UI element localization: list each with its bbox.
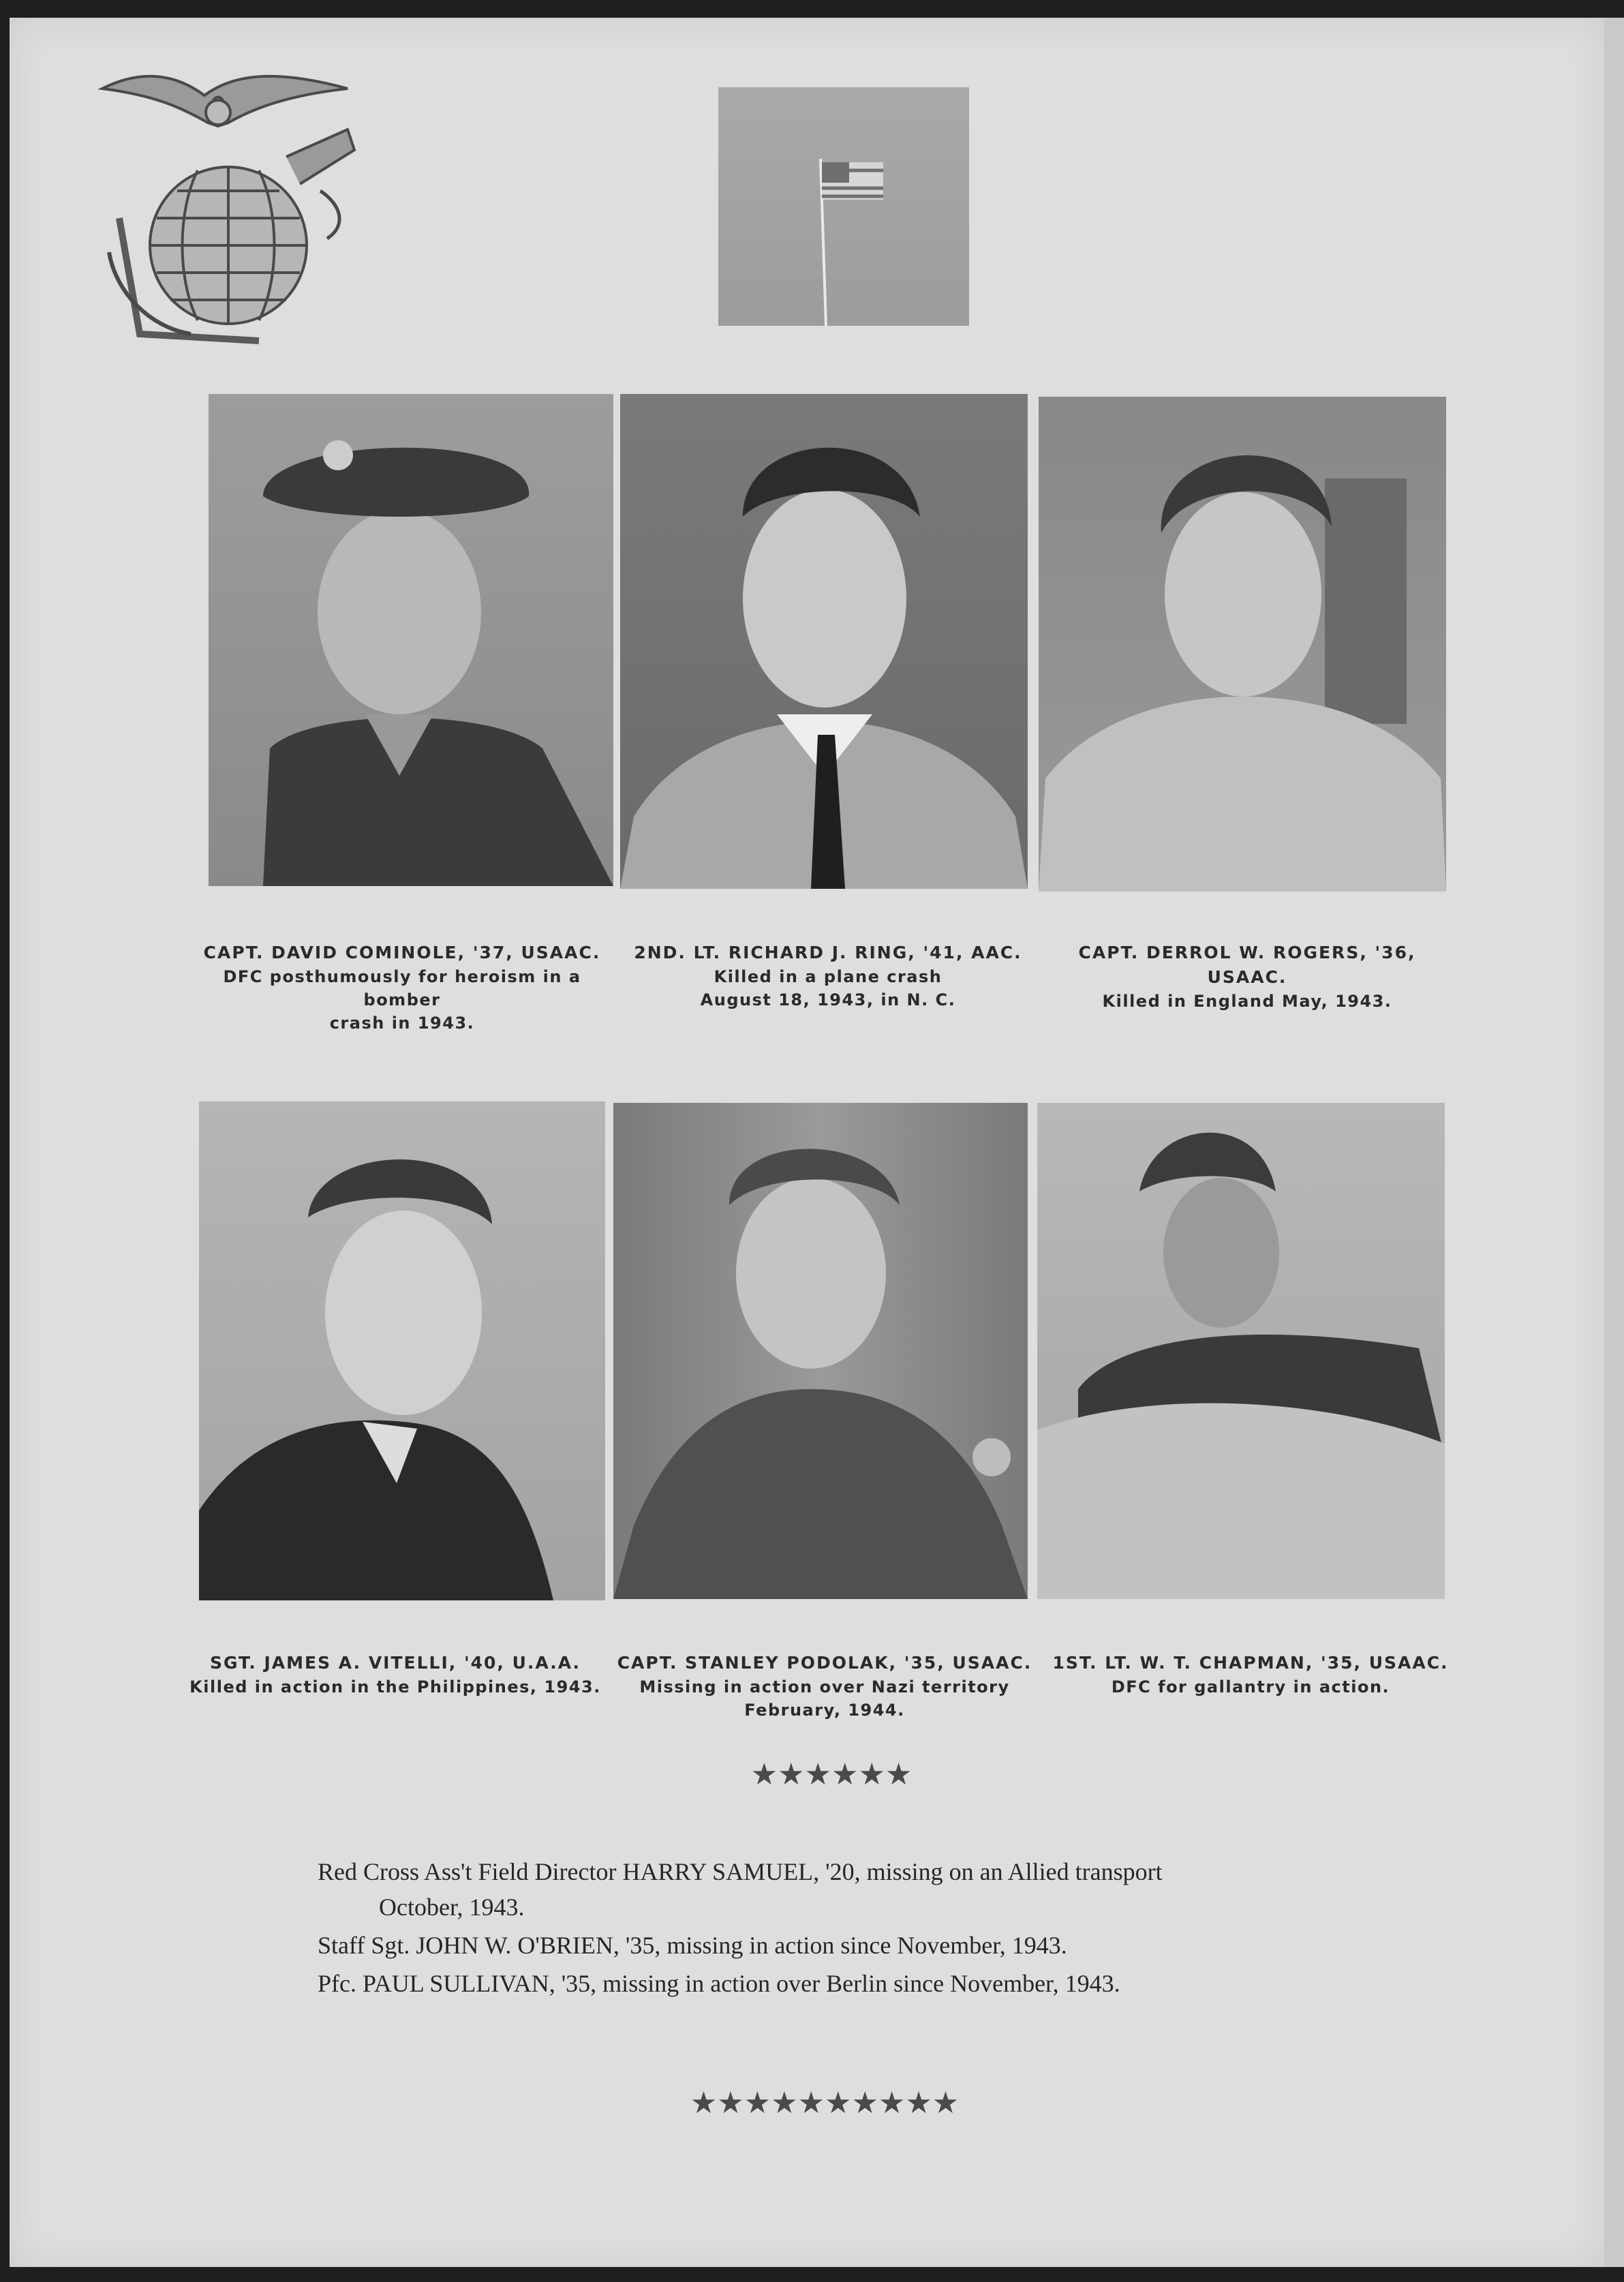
portrait-photo-chapman [1037, 1103, 1445, 1599]
caption-name: CAPT. STANLEY PODOLAK, '35, USAAC. [617, 1653, 1032, 1673]
caption-name: CAPT. DAVID COMINOLE, '37, USAAC. [203, 943, 601, 962]
portrait-photo-cominole [209, 394, 613, 886]
caption-name: CAPT. DERROL W. ROGERS, '36, USAAC. [1078, 943, 1416, 987]
caption-desc-line: Killed in a plane crash [714, 967, 943, 986]
caption-desc-line: Killed in England May, 1943. [1102, 992, 1392, 1011]
caption-desc-line: Killed in action in the Philippines, 1943. [189, 1677, 601, 1697]
caption-chapman [1036, 1651, 1465, 1699]
caption-name: 2ND. LT. RICHARD J. RING, '41, AAC. [634, 943, 1022, 962]
note-text: Red Cross Ass't Field Director HARRY SAMUEL, '20, missing on an Allied transport [318, 1858, 1163, 1885]
portrait-photo-vitelli [199, 1101, 605, 1600]
caption-desc-line: February, 1944. [744, 1701, 905, 1720]
flag-photo [718, 87, 969, 326]
note-item [318, 1854, 1408, 1925]
note-text: October, 1943. [379, 1893, 525, 1921]
caption-desc-line: crash in 1943. [329, 1014, 475, 1033]
note-text: Pfc. PAUL SULLIVAN, '35, missing in action over Berlin since November, 1943. [318, 1970, 1120, 1997]
caption-vitelli [184, 1651, 607, 1699]
caption-desc-line: Missing in action over Nazi territory [639, 1677, 1010, 1697]
page-spine [1604, 18, 1624, 2267]
note-item [318, 1966, 1408, 2001]
star-row-short: ★★★★★★ [750, 1757, 913, 1792]
caption-cominole [184, 941, 620, 1035]
caption-desc-line: DFC posthumously for heroism in a bomber [223, 967, 581, 1009]
caption-desc-line: August 18, 1943, in N. C. [700, 990, 956, 1009]
caption-rogers [1036, 941, 1458, 1013]
caption-podolak [610, 1651, 1039, 1722]
star-row-long: ★★★★★★★★★★ [690, 2086, 960, 2120]
note-text: Staff Sgt. JOHN W. O'BRIEN, '35, missing in action since November, 1943. [318, 1932, 1067, 1959]
missing-notes [318, 1854, 1408, 2001]
caption-name: 1ST. LT. W. T. CHAPMAN, '35, USAAC. [1052, 1653, 1449, 1673]
portrait-photo-rogers [1039, 397, 1446, 892]
portrait-photo-podolak [613, 1103, 1028, 1599]
marine-corps-emblem [82, 48, 368, 348]
caption-ring [620, 941, 1036, 1011]
portrait-photo-ring [620, 394, 1028, 889]
caption-desc-line: DFC for gallantry in action. [1111, 1677, 1390, 1697]
caption-name: SGT. JAMES A. VITELLI, '40, U.A.A. [209, 1653, 581, 1673]
note-item [318, 1928, 1408, 1963]
